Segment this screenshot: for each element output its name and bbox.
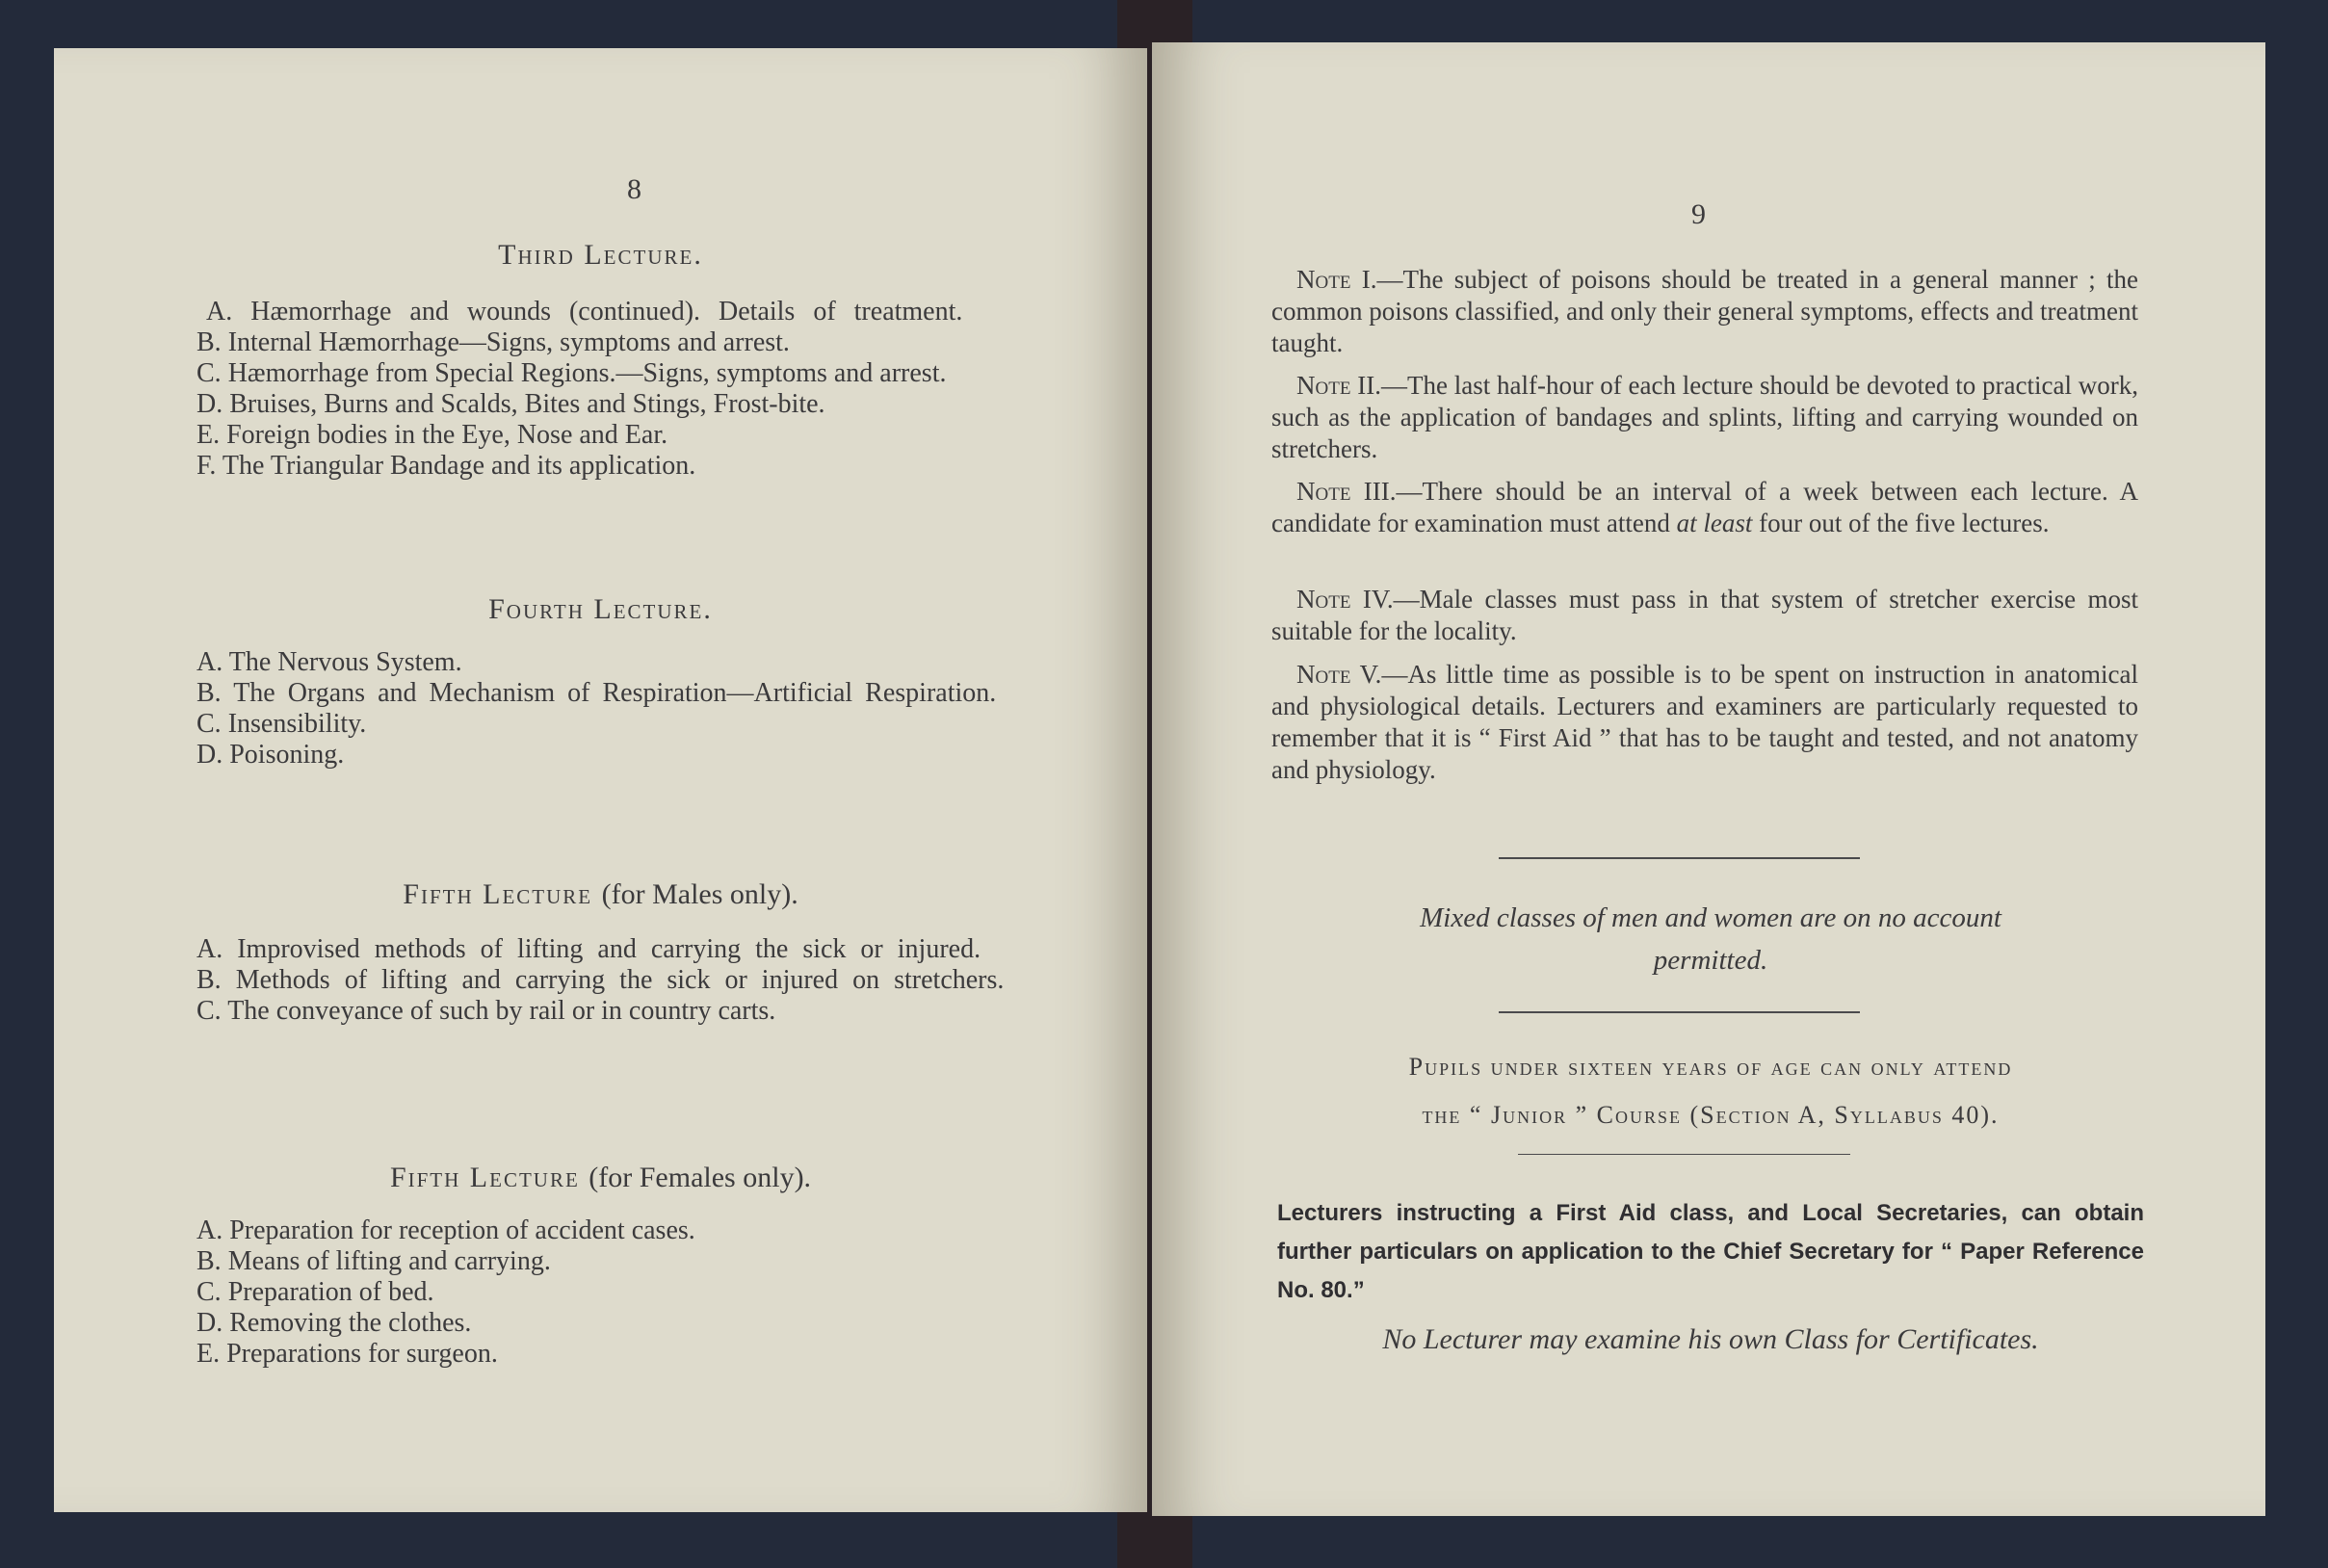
list-item: E. Foreign bodies in the Eye, Nose and Ear. — [196, 420, 668, 450]
list-item: A. Improvised methods of lifting and carrying the sick or injured. — [196, 934, 981, 964]
page-number-left: 8 — [627, 173, 641, 205]
mixed-classes-line-1: Mixed classes of men and women are on no account — [1420, 902, 2001, 933]
page-number-right: 9 — [1691, 198, 1706, 230]
list-item: A. The Nervous System. — [196, 647, 462, 677]
fifth-lecture-males-heading: Fifth Lecture (for Males only). — [403, 878, 798, 910]
fifth-lecture-females-heading: Fifth Lecture (for Females only). — [389, 1162, 812, 1193]
pupils-line-2: the “ Junior ” Course (Section A, Syllabus 40). — [1422, 1101, 2000, 1129]
lecturers-note: Lecturers instructing a First Aid class, and Local Secretaries, can obtain further particulars on application to the Chief Secretary for “ Paper Reference No. 80.” — [1277, 1200, 2144, 1303]
note-2: Note II.—The last half-hour of each lecture should be devoted to practical work, such as the application of bandages and splints, lifting and carrying wounded on stretchers. — [1271, 371, 2138, 463]
list-item: D. Bruises, Burns and Scalds, Bites and Stings, Frost-bite. — [196, 389, 825, 419]
third-lecture-list — [168, 297, 1131, 482]
note-3: Note III.—There should be an interval of a week between each lecture. A candidate for examination must attend at least four out of the five lectures. — [1271, 477, 2139, 537]
mixed-classes-line-2: permitted. — [1653, 945, 1768, 976]
page-right — [1152, 42, 2265, 1516]
list-item: C. Insensibility. — [196, 709, 367, 739]
list-item: C. Preparation of bed. — [196, 1277, 434, 1307]
page-left — [54, 48, 1147, 1512]
fourth-lecture-list — [168, 647, 1131, 771]
list-item: C. The conveyance of such by rail or in country carts. — [196, 996, 776, 1026]
divider — [1499, 1011, 1860, 1013]
third-lecture-heading: Third Lecture. — [498, 239, 703, 271]
list-item: B. Internal Hæmorrhage—Signs, symptoms and arrest. — [196, 327, 790, 357]
pupils-line-1: Pupils under sixteen years of age can only attend — [1408, 1053, 2013, 1081]
divider — [1499, 857, 1860, 859]
list-item: D. Removing the clothes. — [196, 1308, 472, 1338]
list-item: A. Preparation for reception of accident cases. — [196, 1215, 695, 1245]
note-5: Note V.—As little time as possible is to be spent on instruction in anatomical and physiological details. Lecturers and examiners are particularly requested to remember that it is “ First Aid ” that has to be taught and tested, and not anatomy and physiology. — [1271, 660, 2138, 784]
no-lecturer-line: No Lecturer may examine his own Class for Certificates. — [1382, 1323, 2039, 1355]
list-item: E. Preparations for surgeon. — [196, 1339, 498, 1369]
list-item: C. Hæmorrhage from Special Regions.—Signs, symptoms and arrest. — [196, 358, 947, 388]
note-4: Note IV.—Male classes must pass in that system of stretcher exercise most suitable for the locality. — [1271, 585, 2138, 645]
divider — [1518, 1154, 1850, 1155]
list-item: A. Hæmorrhage and wounds (continued). Details of treatment. — [206, 297, 963, 327]
list-item: B. Methods of lifting and carrying the sick or injured on stretchers. — [196, 965, 1005, 995]
list-item: F. The Triangular Bandage and its application. — [196, 451, 696, 481]
fifth-lecture-males-list — [168, 934, 1131, 1027]
list-item: B. The Organs and Mechanism of Respiration—Artificial Respiration. — [196, 678, 997, 708]
note-1: Note I.—The subject of poisons should be treated in a general manner ; the common poisons classified, and only their general symptoms, effects and treatment taught. — [1271, 265, 2138, 357]
list-item: D. Poisoning. — [196, 740, 345, 770]
list-item: B. Means of lifting and carrying. — [196, 1246, 551, 1276]
fifth-lecture-females-list — [168, 1215, 1131, 1370]
fourth-lecture-heading: Fourth Lecture. — [488, 593, 713, 625]
